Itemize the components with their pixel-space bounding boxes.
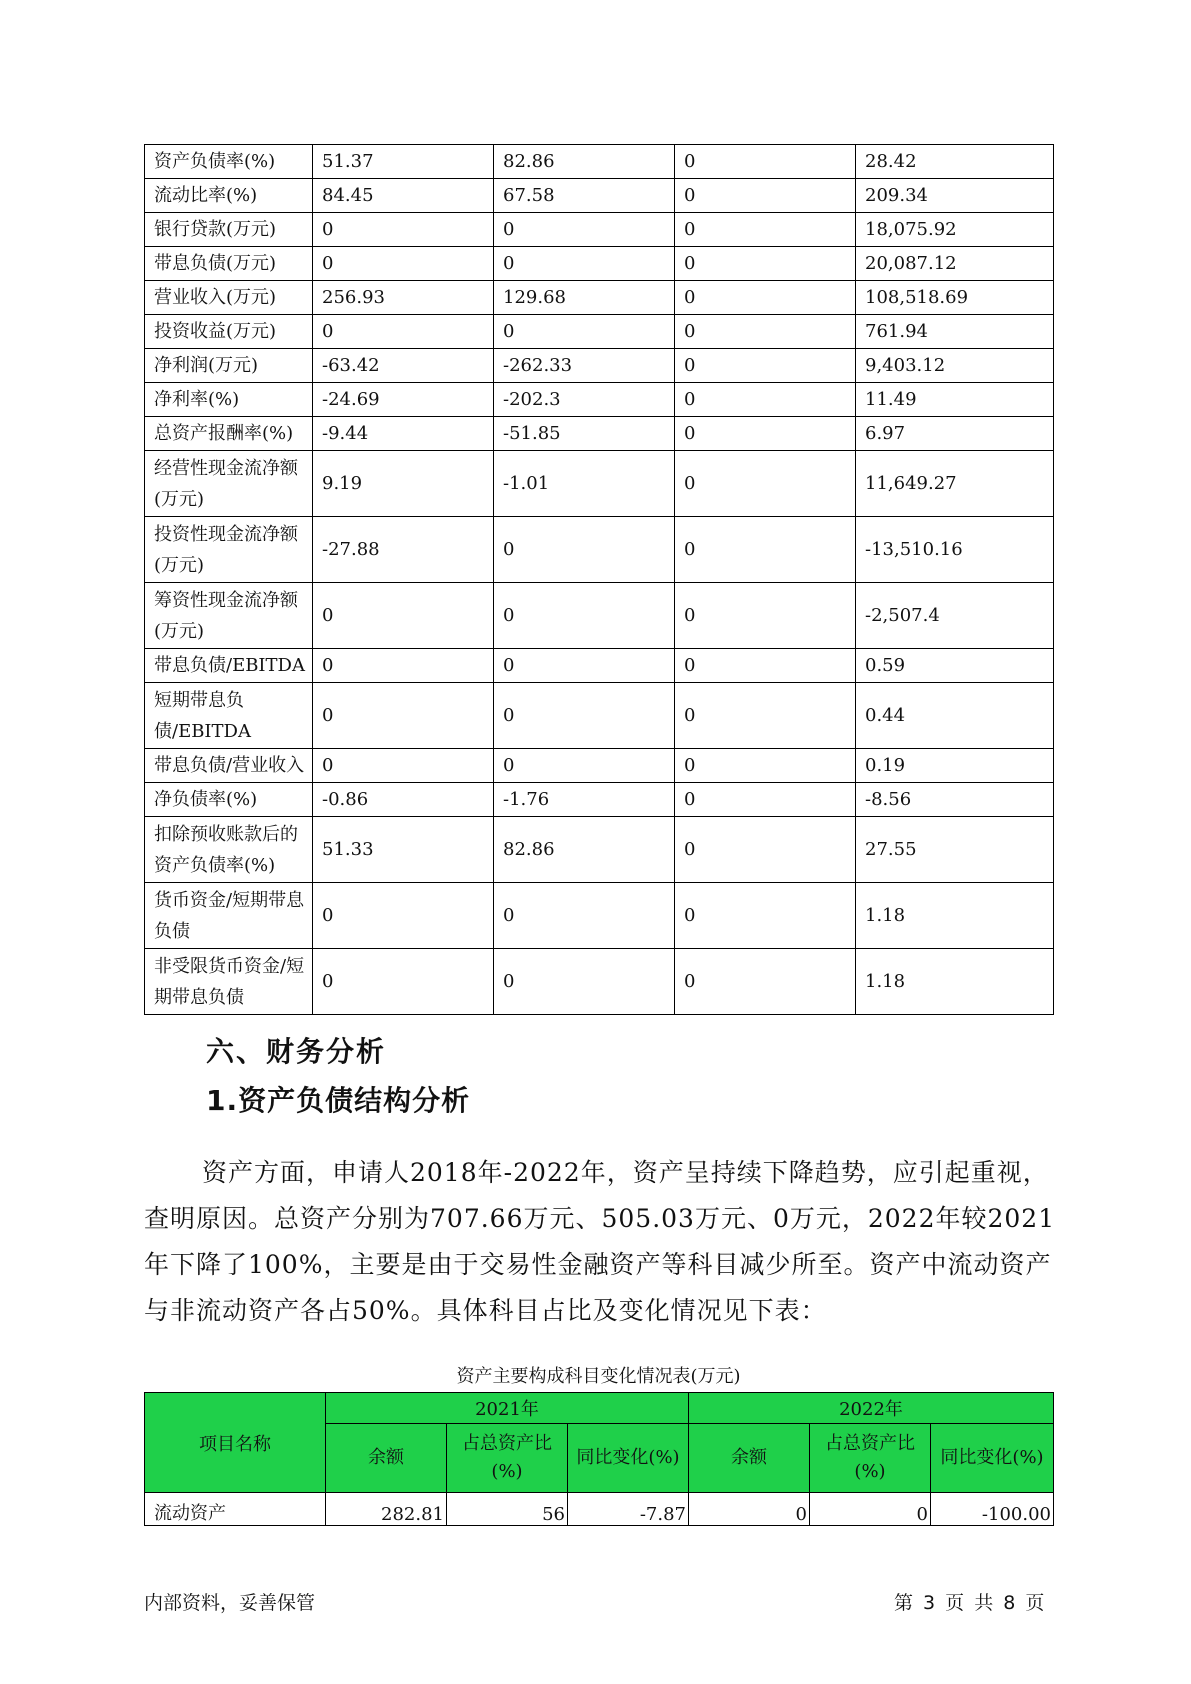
cell-value: 0	[675, 583, 856, 649]
cell-value: 0	[675, 683, 856, 749]
cell-value: -262.33	[494, 349, 675, 383]
cell-value: 6.97	[856, 417, 1054, 451]
financial-indicators-table	[144, 144, 1054, 1015]
row-label: 营业收入(万元)	[145, 281, 313, 315]
cell-value: 0	[675, 783, 856, 817]
cell-value: -1.76	[494, 783, 675, 817]
cell-value: -100.00	[931, 1493, 1054, 1526]
cell-value: 0	[675, 417, 856, 451]
table-row	[145, 1493, 1054, 1526]
cell-value: 0	[675, 883, 856, 949]
table-row	[145, 247, 1054, 281]
row-label: 投资性现金流净额(万元)	[145, 517, 313, 583]
cell-value: 0	[675, 749, 856, 783]
table-row	[145, 281, 1054, 315]
row-label: 净利润(万元)	[145, 349, 313, 383]
cell-value: 56	[447, 1493, 568, 1526]
cell-value: 0.44	[856, 683, 1054, 749]
cell-value: 1.18	[856, 883, 1054, 949]
header-share: 占总资产比(%)	[447, 1424, 568, 1493]
header-year-2021: 2021年	[326, 1393, 689, 1424]
cell-value: 282.81	[326, 1493, 447, 1526]
cell-value: 0	[675, 281, 856, 315]
cell-value: -202.3	[494, 383, 675, 417]
cell-value: 0	[675, 451, 856, 517]
cell-value: 108,518.69	[856, 281, 1054, 315]
table-row	[145, 383, 1054, 417]
table-row	[145, 783, 1054, 817]
cell-value: 0	[494, 213, 675, 247]
table-row	[145, 749, 1054, 783]
cell-value: 0.59	[856, 649, 1054, 683]
row-label: 资产负债率(%)	[145, 145, 313, 179]
cell-value: 0	[675, 517, 856, 583]
row-label: 投资收益(万元)	[145, 315, 313, 349]
cell-value: 0	[675, 383, 856, 417]
table-row	[145, 883, 1054, 949]
table-row	[145, 349, 1054, 383]
table-row	[145, 315, 1054, 349]
table-row	[145, 649, 1054, 683]
cell-value: -63.42	[313, 349, 494, 383]
cell-value: 0	[494, 949, 675, 1015]
row-label: 净利率(%)	[145, 383, 313, 417]
header-year-2022: 2022年	[689, 1393, 1054, 1424]
cell-value: 0	[313, 649, 494, 683]
cell-value: 0	[810, 1493, 931, 1526]
cell-value: 0	[494, 517, 675, 583]
cell-value: 0	[675, 817, 856, 883]
cell-value: 0	[313, 683, 494, 749]
row-label: 净负债率(%)	[145, 783, 313, 817]
cell-value: -0.86	[313, 783, 494, 817]
header-balance: 余额	[326, 1424, 447, 1493]
row-name: 流动资产	[145, 1493, 326, 1526]
cell-value: 9.19	[313, 451, 494, 517]
cell-value: -7.87	[568, 1493, 689, 1526]
table-row	[145, 517, 1054, 583]
cell-value: 0	[313, 583, 494, 649]
cell-value: 0	[494, 583, 675, 649]
cell-value: 0	[494, 315, 675, 349]
cell-value: 1.18	[856, 949, 1054, 1015]
analysis-paragraph: 资产方面，申请人2018年-2022年，资产呈持续下降趋势，应引起重视，查明原因。总资产分别为707.66万元、505.03万元、0万元，2022年较2021年下降了100%，主要是由于交易性金融资产等科目减少所至。资产中流动资产与非流动资产各占50%。具体科目占比及变化情况见下表：	[144, 1158, 1056, 1325]
cell-value: -2,507.4	[856, 583, 1054, 649]
table-row	[145, 145, 1054, 179]
cell-value: 0	[675, 949, 856, 1015]
row-label: 筹资性现金流净额(万元)	[145, 583, 313, 649]
cell-value: 18,075.92	[856, 213, 1054, 247]
cell-value: 28.42	[856, 145, 1054, 179]
cell-value: -24.69	[313, 383, 494, 417]
row-label: 带息负债/营业收入	[145, 749, 313, 783]
row-label: 总资产报酬率(%)	[145, 417, 313, 451]
header-share: 占总资产比(%)	[810, 1424, 931, 1493]
cell-value: -13,510.16	[856, 517, 1054, 583]
header-yoy: 同比变化(%)	[931, 1424, 1054, 1493]
row-label: 流动比率(%)	[145, 179, 313, 213]
cell-value: 0	[675, 247, 856, 281]
row-label: 银行贷款(万元)	[145, 213, 313, 247]
cell-value: 11.49	[856, 383, 1054, 417]
table-row	[145, 583, 1054, 649]
cell-value: 0	[675, 145, 856, 179]
cell-value: -27.88	[313, 517, 494, 583]
cell-value: 0	[675, 213, 856, 247]
table-row	[145, 817, 1054, 883]
cell-value: 20,087.12	[856, 247, 1054, 281]
row-label: 货币资金/短期带息负债	[145, 883, 313, 949]
cell-value: 0	[494, 883, 675, 949]
cell-value: 51.37	[313, 145, 494, 179]
cell-value: 0	[313, 315, 494, 349]
cell-value: 0	[689, 1493, 810, 1526]
row-label: 短期带息负债/EBITDA	[145, 683, 313, 749]
cell-value: 0	[494, 649, 675, 683]
cell-value: 129.68	[494, 281, 675, 315]
cell-value: 11,649.27	[856, 451, 1054, 517]
subsection-title: 1.资产负债结构分析	[206, 1084, 471, 1117]
footer-page-number: 第 3 页 共 8 页	[894, 1592, 1045, 1614]
row-label: 扣除预收账款后的资产负债率(%)	[145, 817, 313, 883]
cell-value: 0	[675, 649, 856, 683]
cell-value: 0	[313, 749, 494, 783]
table-row	[145, 213, 1054, 247]
row-label: 非受限货币资金/短期带息负债	[145, 949, 313, 1015]
table-row	[145, 179, 1054, 213]
table-row	[145, 949, 1054, 1015]
row-label: 带息负债/EBITDA	[145, 649, 313, 683]
header-yoy: 同比变化(%)	[568, 1424, 689, 1493]
row-label: 带息负债(万元)	[145, 247, 313, 281]
cell-value: 51.33	[313, 817, 494, 883]
cell-value: 0	[494, 247, 675, 281]
header-item-name: 项目名称	[145, 1393, 326, 1493]
cell-value: 0	[313, 949, 494, 1015]
table-row	[145, 451, 1054, 517]
cell-value: -51.85	[494, 417, 675, 451]
cell-value: -9.44	[313, 417, 494, 451]
cell-value: 0.19	[856, 749, 1054, 783]
table-row	[145, 683, 1054, 749]
footer-confidential: 内部资料，妥善保管	[144, 1592, 316, 1614]
cell-value: 27.55	[856, 817, 1054, 883]
section-title: 六、财务分析	[206, 1035, 387, 1068]
cell-value: 0	[313, 213, 494, 247]
cell-value: 0	[494, 749, 675, 783]
cell-value: 9,403.12	[856, 349, 1054, 383]
cell-value: 256.93	[313, 281, 494, 315]
cell-value: -8.56	[856, 783, 1054, 817]
cell-value: 0	[494, 683, 675, 749]
asset-composition-table	[144, 1392, 1054, 1526]
cell-value: 0	[675, 349, 856, 383]
cell-value: -1.01	[494, 451, 675, 517]
table-row	[145, 417, 1054, 451]
cell-value: 0	[313, 247, 494, 281]
cell-value: 0	[675, 315, 856, 349]
cell-value: 84.45	[313, 179, 494, 213]
cell-value: 209.34	[856, 179, 1054, 213]
cell-value: 0	[313, 883, 494, 949]
cell-value: 82.86	[494, 145, 675, 179]
cell-value: 82.86	[494, 817, 675, 883]
row-label: 经营性现金流净额(万元)	[145, 451, 313, 517]
header-balance: 余额	[689, 1424, 810, 1493]
cell-value: 0	[675, 179, 856, 213]
cell-value: 761.94	[856, 315, 1054, 349]
asset-table-caption: 资产主要构成科目变化情况表(万元)	[456, 1366, 741, 1387]
cell-value: 67.58	[494, 179, 675, 213]
